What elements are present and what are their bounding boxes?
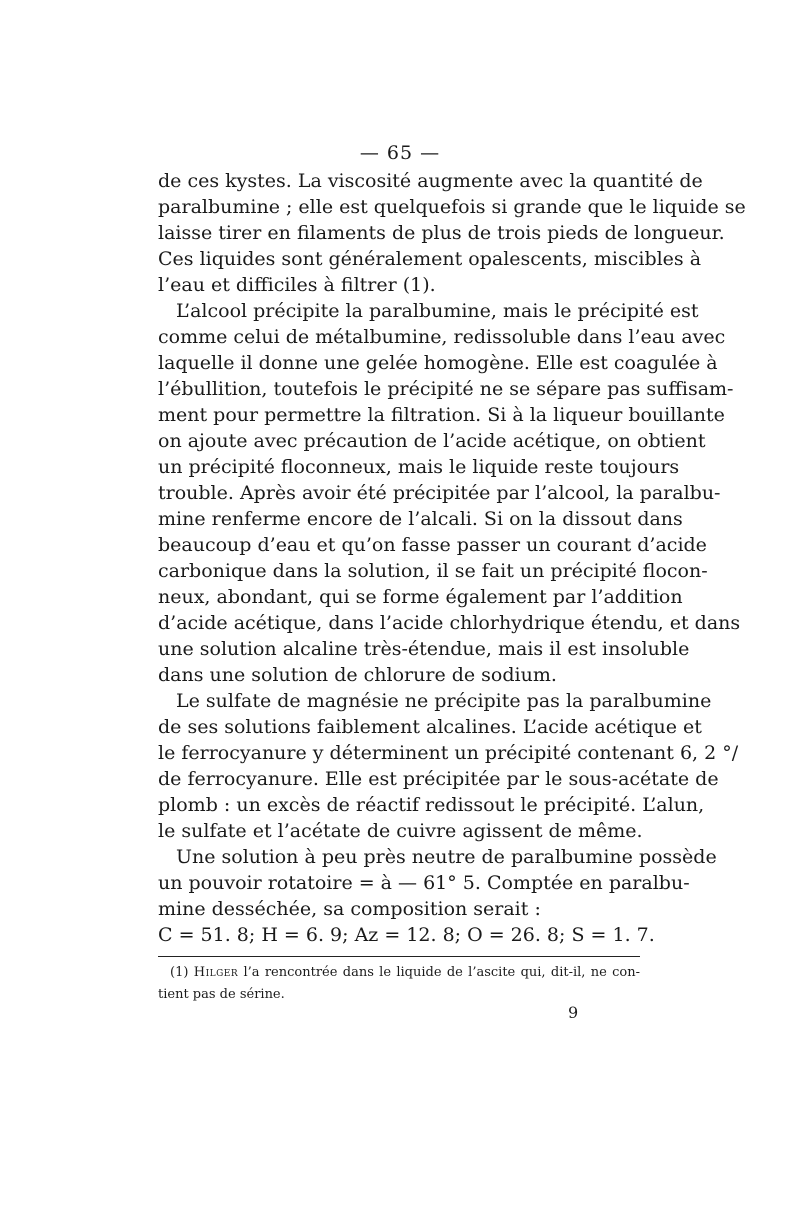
footnote-marker: (1) [170,965,189,980]
text-line: paralbumine ; elle est quelquefois si grande que le liquide se [158,196,746,218]
text-line: plomb : un excès de réactif redissout le précipité. L’alun, [158,794,705,816]
footnote-rule [158,956,640,957]
text-line: trouble. Après avoir été précipitée par l’alcool, la paralbu- [158,482,721,504]
text-line: carbonique dans la solution, il se fait un précipité flocon- [158,560,708,582]
text-line: le sulfate et l’acétate de cuivre agissent de même. [158,820,643,842]
text-line: l’ébullition, toutefois le précipité ne se sépare pas suffisam- [158,378,734,400]
text-line: laquelle il donne une gelée homogène. Elle est coagulée à [158,352,718,374]
text-line: d’acide acétique, dans l’acide chlorhydrique étendu, et dans [158,612,741,634]
text-line: le ferrocyanure y déterminent un précipité contenant 6, 2 °/ [158,742,739,764]
footnote-line [158,962,640,984]
text-line: un pouvoir rotatoire = à — 61° 5. Comptée en paralbu- [158,872,690,894]
text-line: L’alcool précipite la paralbumine, mais le précipité est [176,300,699,322]
text-line: laisse tirer en filaments de plus de trois pieds de longueur. [158,222,725,244]
text-line: une solution alcaline très-étendue, mais il est insoluble [158,638,690,660]
footnote-text: l’a rencontrée dans le liquide de l’ascite qui, dit-il, ne con- [243,965,640,980]
text-line: dans une solution de chlorure de sodium. [158,664,557,686]
footnote-line: tient pas de sérine. [158,987,285,1002]
text-line: de ses solutions faiblement alcalines. L’acide acétique et [158,716,702,738]
text-line: de ferrocyanure. Elle est précipitée par le sous-acétate de [158,768,719,790]
text-line: Une solution à peu près neutre de paralbumine possède [176,846,717,868]
footnote [158,962,640,1006]
footnote-author: Hilger [193,965,239,980]
body-text [158,168,746,948]
text-line: ment pour permettre la filtration. Si à la liqueur bouillante [158,404,725,426]
text-line: mine desséchée, sa composition serait : [158,898,541,920]
text-line: mine renferme encore de l’alcali. Si on la dissout dans [158,508,683,530]
text-line: un précipité floconneux, mais le liquide reste toujours [158,456,680,478]
text-line: comme celui de métalbumine, redissoluble dans l’eau avec [158,326,726,348]
signature-mark: 9 [568,1003,579,1022]
text-line: beaucoup d’eau et qu’on fasse passer un courant d’acide [158,534,707,556]
text-line: Le sulfate de magnésie ne précipite pas la paralbumine [176,690,712,712]
text-line: C = 51. 8; H = 6. 9; Az = 12. 8; O = 26. 8; S = 1. 7. [158,924,655,946]
text-line: de ces kystes. La viscosité augmente avec la quantité de [158,170,703,192]
text-line: l’eau et difficiles à filtrer (1). [158,274,436,296]
page-number: — 65 — [359,142,441,164]
text-line: Ces liquides sont généralement opalescents, miscibles à [158,248,702,270]
text-line: neux, abondant, qui se forme également par l’addition [158,586,683,608]
text-line: on ajoute avec précaution de l’acide acétique, on obtient [158,430,706,452]
